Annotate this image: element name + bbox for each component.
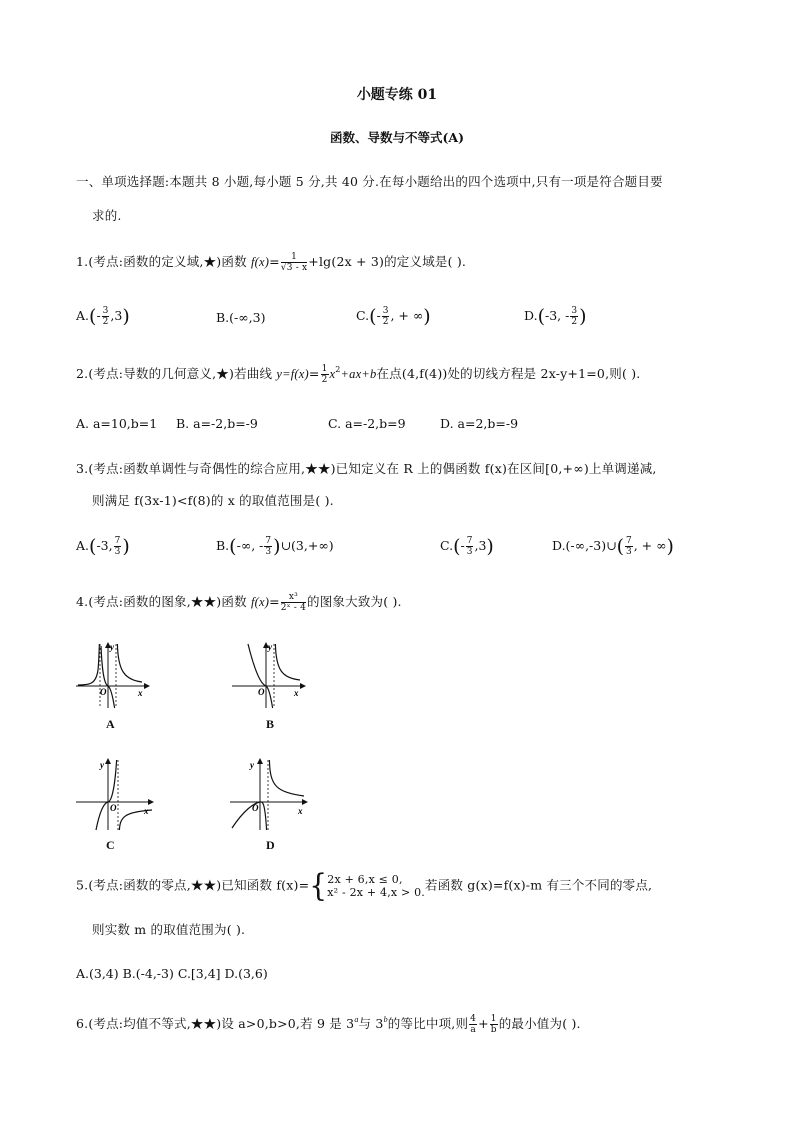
question-5: 5.(考点:函数的零点,★★)已知函数 f(x)={ 2x + 6,x ≤ 0, x² - 2x + 4,x > 0. 若函数 g(x)=f(x)-m 有三个不同的零点, [76, 867, 653, 904]
graph-a-label: A [106, 717, 115, 731]
q3-option-c[interactable]: C.(- $\frac{7}{3}$ ,3) [440, 535, 494, 558]
q2-option-c[interactable]: C. a=-2,b=9 [328, 416, 406, 431]
q3-option-a[interactable]: A.(-3, $\frac{7}{3}$ ) [76, 535, 130, 558]
svg-text:y: y [250, 760, 254, 770]
svg-text:O: O [100, 687, 107, 697]
q1-function: f(x) [250, 255, 270, 269]
section-heading-line1: 一、单项选择题:本题共 8 小题,每小题 5 分,共 40 分.在每小题给出的四个选项中,只有一项是符合题目要 [76, 174, 663, 189]
graph-c-label: C [106, 838, 115, 852]
q3-option-d[interactable]: D.(-∞,-3)∪( $\frac{7}{3}$ , + ∞) [552, 535, 674, 558]
svg-text:O: O [110, 803, 117, 813]
section-heading-line2: 求的. [92, 208, 122, 223]
graph-d-label: D [266, 838, 275, 852]
svg-text:x: x [138, 688, 143, 698]
q1-option-b[interactable]: B.(-∞,3) [216, 310, 266, 325]
graph-b-label: B [266, 717, 275, 731]
q1-suffix: 的定义域是( ). [384, 254, 467, 269]
question-2: 2.(考点:导数的几何意义,★)若曲线 y=f(x)= $\frac{1}{2}$ $x^2+ax+b$在点(4,f(4))处的切线方程是 2x-y+1=0,则( ). [76, 364, 641, 385]
graph-d[interactable] [226, 756, 310, 832]
q1-fraction: $\frac{1}{√3 - x}$ [280, 252, 308, 273]
svg-text:x: x [294, 688, 299, 698]
q1-equals: = [269, 254, 280, 269]
question-4: 4.(考点:函数的图象,★★)函数 f(x)= $\frac{\text{x³}}{\text{2ˣ - 4}}$ 的图象大致为( ). [76, 592, 402, 613]
question-6: 6.(考点:均值不等式,★★)设 a>0,b>0,若 9 是 3$^a$与 3$^b$的等比中项,则 $\frac{4}{a}$ + $\frac{1}{b}$ 的最小值为( ). [76, 1014, 581, 1035]
q1-log-term: +lg(2x + 3) [308, 254, 385, 269]
q2-option-a[interactable]: A. a=10,b=1 [76, 416, 158, 431]
q1-option-c[interactable]: C.(- $\frac{3}{2}$ , + ∞) [356, 305, 431, 328]
graph-a[interactable] [72, 640, 152, 710]
question-5-line2: 则实数 m 的取值范围为( ). [92, 922, 246, 937]
q5-brace: { [309, 867, 328, 904]
q1-prefix: 1.(考点:函数的定义域,★)函数 [76, 254, 251, 269]
graph-c[interactable] [72, 756, 156, 832]
page-subtitle: 函数、导数与不等式(A) [329, 130, 465, 145]
question-3-line1: 3.(考点:函数单调性与奇偶性的综合应用,★★)已知定义在 R 上的偶函数 f(x)在区间[0,+∞)上单调递减, [76, 461, 657, 476]
question-1 [76, 252, 466, 273]
q1-option-a[interactable]: A.(- $\frac{3}{2}$ ,3) [76, 305, 130, 328]
q5-options[interactable]: A.(3,4) B.(-4,-3) C.[3,4] D.(3,6) [76, 966, 268, 981]
q3-option-b[interactable]: B.(-∞, - $\frac{7}{3}$ )∪(3,+∞) [216, 535, 334, 558]
q1-option-d[interactable]: D.(-3, - $\frac{3}{2}$ ) [524, 305, 587, 328]
svg-text:y: y [100, 760, 104, 770]
q5-piecewise: 2x + 6,x ≤ 0, x² - 2x + 4,x > 0. [327, 873, 426, 899]
question-3-line2: 则满足 f(3x-1)<f(8)的 x 的取值范围是( ). [92, 493, 334, 508]
svg-text:y: y [110, 642, 114, 652]
graph-b[interactable] [228, 640, 308, 710]
svg-text:O: O [258, 687, 265, 697]
page-title: 小题专练 01 [356, 87, 438, 103]
q2-option-b[interactable]: B. a=-2,b=-9 [176, 416, 258, 431]
svg-text:y: y [268, 642, 272, 652]
svg-text:x: x [298, 806, 303, 816]
svg-text:x: x [144, 806, 149, 816]
svg-text:O: O [252, 803, 259, 813]
q2-option-d[interactable]: D. a=2,b=-9 [440, 416, 519, 431]
